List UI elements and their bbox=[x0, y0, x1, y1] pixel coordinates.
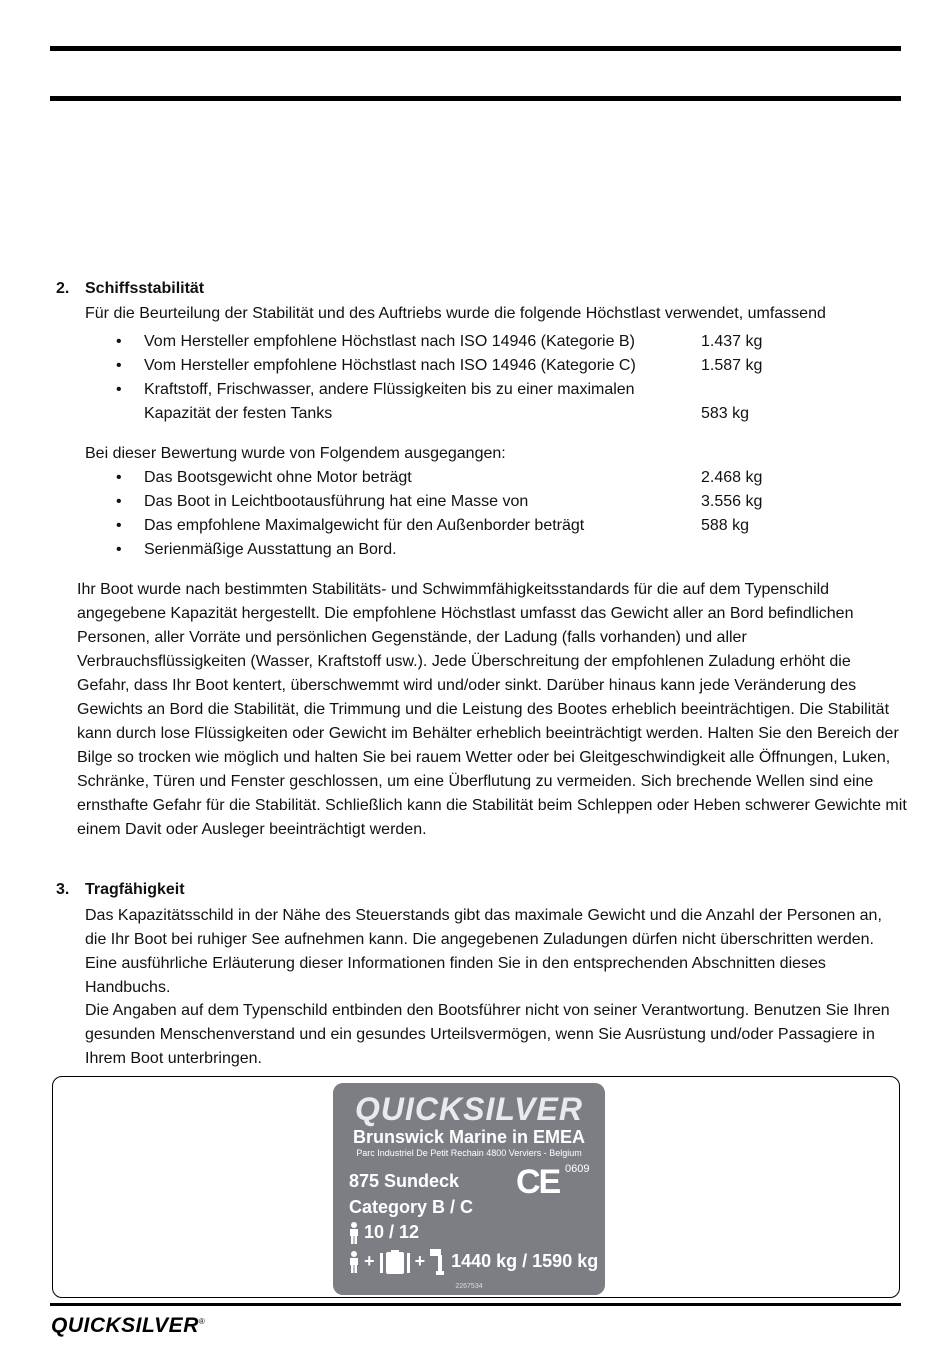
list-item-text: Das Boot in Leichtbootausführung hat eine Masse von bbox=[144, 493, 529, 510]
list-item-text: Kraftstoff, Frischwasser, andere Flüssigkeiten bis zu einer maximalen Kapazität der festen Tanks bbox=[144, 381, 635, 422]
section-title: Schiffsstabilität bbox=[85, 280, 205, 297]
outboard-motor-icon bbox=[430, 1249, 446, 1275]
assumptions-intro: Bei dieser Bewertung wurde von Folgendem ausgegangen: bbox=[85, 445, 506, 462]
list-item bbox=[110, 378, 810, 426]
assumptions-list bbox=[110, 466, 810, 562]
list-item-value: 1.437 kg bbox=[701, 333, 763, 350]
ce-mark-icon: CE bbox=[516, 1163, 560, 1201]
footer-rule bbox=[50, 1303, 901, 1306]
list-item bbox=[110, 330, 810, 354]
person-icon bbox=[349, 1251, 359, 1273]
bullet-icon: • bbox=[116, 493, 122, 510]
list-item-value: 3.556 kg bbox=[701, 493, 763, 510]
plate-notified-body: 0609 bbox=[565, 1163, 590, 1175]
plate-address: Parc Industriel De Petit Rechain 4800 Verviers - Belgium bbox=[356, 1148, 582, 1158]
list-item-text: Vom Hersteller empfohlene Höchstlast nach ISO 14946 (Kategorie C) bbox=[144, 357, 636, 374]
plate-persons: 10 / 12 bbox=[364, 1222, 420, 1242]
plate-persons-row bbox=[349, 1222, 419, 1248]
bullet-icon: • bbox=[116, 381, 122, 398]
capacity-paragraph-1: Das Kapazitätsschild in der Nähe des Steuerstands gibt das maximale Gewicht und die Anzahl der Personen an, die Ihr Boot bei ruhiger See aufnehmen kann. Die angegebenen Zuladungen dürfen nicht überschritten werden. Eine ausführliche Erläuterung dieser Informationen finden Sie in den entsprechenden Abschnitten dieses Handbuchs. bbox=[85, 907, 882, 996]
list-item bbox=[110, 514, 810, 538]
section-number: 3. bbox=[56, 881, 70, 898]
plate-part-number: 2267534 bbox=[455, 1283, 483, 1290]
luggage-icon bbox=[380, 1250, 410, 1274]
list-item-text: Vom Hersteller empfohlene Höchstlast nach ISO 14946 (Kategorie B) bbox=[144, 333, 635, 350]
capacity-paragraph-2: Die Angaben auf dem Typenschild entbinden den Bootsführer nicht von seiner Verantwortung. Benutzen Sie Ihren gesunden Menschenverstand und ein gesundes Urteilsvermögen, wenn Sie Ausrüstung und/oder Passagiere in Ihrem Boot unterbringen. bbox=[85, 1002, 890, 1067]
header-rule-top bbox=[50, 46, 901, 51]
section-3-heading bbox=[56, 881, 185, 899]
registered-mark: ® bbox=[198, 1317, 206, 1326]
list-item bbox=[110, 466, 810, 490]
plate-model: 875 Sundeck bbox=[349, 1171, 460, 1191]
stability-body: Ihr Boot wurde nach bestimmten Stabilitäts- und Schwimmfähigkeitsstandards für die auf dem Typenschild angegebene Kapazität hergestellt. Die empfohlene Höchstlast umfasst das Gewicht aller an Bord befindlichen Personen, aller Vorräte und persönlichen Gegenstände, der Ladung (falls vorhanden) und aller Verbrauchsflüssigkeiten (Wasser, Kraftstoff usw.). Jede Überschreitung der empfohlenen Zuladung erhöht die Gefahr, dass Ihr Boot kentert, überschwemmt wird und/oder sinkt. Darüber hinaus kann jede Veränderung des Gewichts an Bord die Stabilität, die Trimmung und die Leistung des Bootes erheblich beeinträchtigen. Die Stabilität kann durch lose Flüssigkeiten oder Gewicht im Behälter erheblich beeinträchtigt werden. Halten Sie den Bereich der Bilge so trocken wie möglich und halten Sie bei rauem Wetter oder bei Gleitgeschwindigkeit alle Öffnungen, Luken, Schränke, Türen und Fenster geschlossen, um eine Überflutung zu vermeiden. Sich brechende Wellen sind eine ernsthafte Gefahr für die Stabilität. Schließlich kann die Stabilität beim Schleppen oder Heben schwerer Gewichte mit einem Davit oder Ausleger beeinträchtigt werden. bbox=[77, 581, 907, 838]
header-rule-bottom bbox=[50, 96, 901, 101]
bullet-icon: • bbox=[116, 517, 122, 534]
plate-category: Category B / C bbox=[349, 1197, 474, 1217]
list-item bbox=[110, 354, 810, 378]
section-2-heading bbox=[56, 280, 204, 298]
footer-logo-text: QUICKSILVER bbox=[51, 1314, 199, 1337]
plate-load-row bbox=[349, 1249, 598, 1279]
bullet-icon: • bbox=[116, 357, 122, 374]
list-item-value: 583 kg bbox=[701, 405, 750, 422]
bullet-icon: • bbox=[116, 469, 122, 486]
person-icon bbox=[349, 1222, 359, 1244]
list-item-text: Das empfohlene Maximalgewicht für den Außenborder beträgt bbox=[144, 517, 585, 534]
section-number: 2. bbox=[56, 280, 70, 297]
list-item-value: 588 kg bbox=[701, 517, 750, 534]
list-item-value: 1.587 kg bbox=[701, 357, 763, 374]
list-item-text: Das Bootsgewicht ohne Motor beträgt bbox=[144, 469, 412, 486]
capacity-plate bbox=[333, 1083, 605, 1295]
list-item bbox=[110, 490, 810, 514]
section-title: Tragfähigkeit bbox=[85, 881, 185, 898]
bullet-icon: • bbox=[116, 541, 122, 558]
section-2-intro: Für die Beurteilung der Stabilität und des Auftriebs wurde die folgende Höchstlast verwendet, umfassend bbox=[85, 305, 826, 322]
plate-brand-logo: QUICKSILVER bbox=[355, 1091, 583, 1127]
list-item-value: 2.468 kg bbox=[701, 469, 763, 486]
bullet-icon: • bbox=[116, 333, 122, 350]
list-item-text: Serienmäßige Ausstattung an Bord. bbox=[144, 541, 397, 558]
list-item bbox=[110, 538, 810, 562]
plate-company: Brunswick Marine in EMEA bbox=[352, 1127, 586, 1147]
footer-brand-logo bbox=[51, 1314, 205, 1338]
plate-max-load: 1440 kg / 1590 kg bbox=[451, 1250, 599, 1271]
plus-icon: + bbox=[364, 1250, 375, 1271]
plus-icon: + bbox=[414, 1250, 426, 1271]
max-load-list bbox=[110, 330, 810, 426]
